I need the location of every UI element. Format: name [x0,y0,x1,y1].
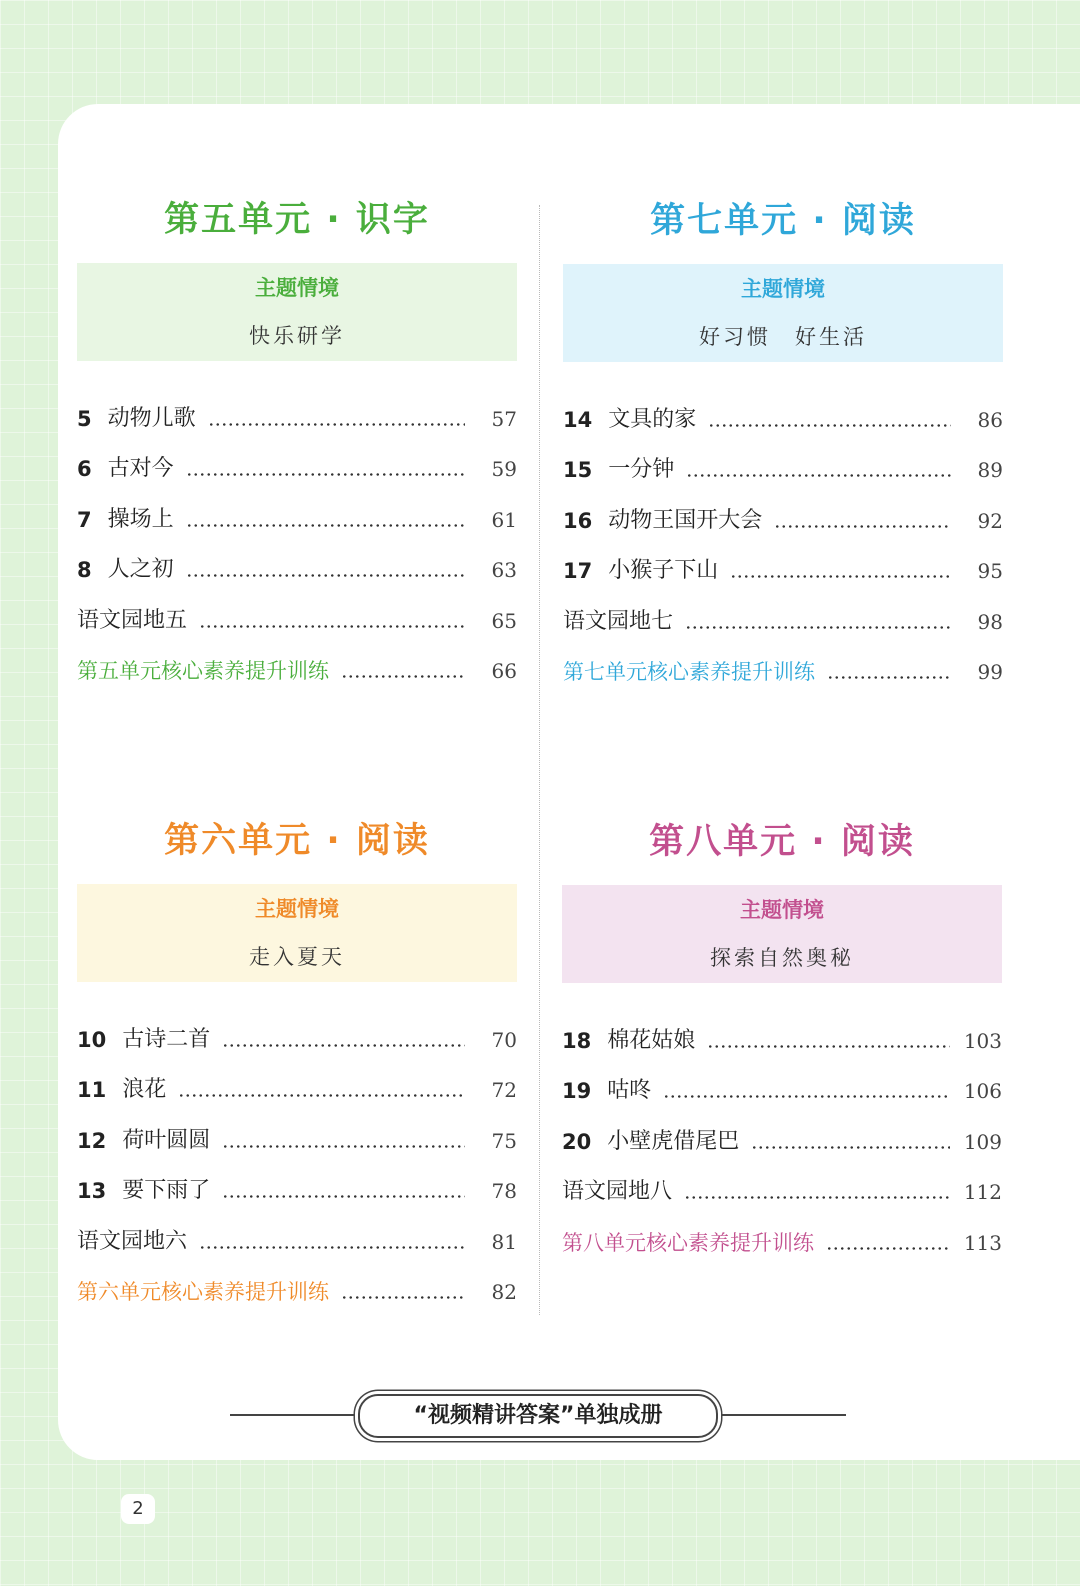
theme-name: 走入夏天 [249,945,345,969]
lesson-title: 浪花 [122,1077,167,1102]
page-ref: 72 [491,1078,517,1102]
unit-7-section [563,198,1003,687]
lesson-number: 5 [77,406,92,431]
toc-entry[interactable] [77,434,517,485]
lesson-title: 第八单元核心素养提升训练 [562,1230,814,1255]
dot-leader [222,1195,465,1198]
lesson-number: 8 [77,558,92,582]
column-divider [539,205,540,1315]
page-ref: 112 [963,1180,1002,1204]
lesson-title: 动物儿歌 [107,405,196,431]
page-ref: 98 [977,609,1003,634]
lesson-number: 7 [77,507,92,532]
dot-leader [186,473,465,476]
theme-label: 主题情境 [255,897,339,921]
answer-booklet-note: “视频精讲答案”单独成册 [358,1394,718,1438]
dot-leader [222,1145,465,1148]
theme-name: 探索自然奥秘 [710,946,854,970]
toc-entry[interactable] [77,1105,517,1156]
toc-entry[interactable] [563,637,1003,688]
dot-leader [684,1196,950,1199]
toc-list [77,383,517,686]
lesson-title: 文具的家 [608,406,697,432]
page-ref: 63 [491,558,517,582]
dot-leader [707,1045,950,1048]
lesson-number: 15 [563,458,593,482]
dot-leader [199,1246,465,1249]
toc-entry[interactable] [563,485,1003,536]
lesson-title: 动物王国开大会 [608,507,763,533]
page-ref: 86 [977,407,1003,432]
toc-list [562,1005,1002,1258]
dot-leader [730,575,951,578]
lesson-title: 小猴子下山 [608,558,719,583]
toc-entry[interactable] [77,1156,517,1207]
unit-title: 第七单元 · 阅读 [650,201,916,241]
page-ref: 59 [491,457,517,481]
theme-box [562,885,1002,983]
lesson-number: 19 [562,1079,592,1103]
dot-leader [708,424,951,427]
toc-entry[interactable] [563,435,1003,486]
theme-label: 主题情境 [255,276,339,300]
dot-leader [186,574,465,577]
dot-leader [199,625,465,628]
dot-leader [685,626,951,629]
lesson-title: 要下雨了 [122,1178,211,1203]
lesson-title: 操场上 [107,506,174,532]
toc-entry[interactable] [77,1004,517,1055]
lesson-title: 荷叶圆圆 [122,1127,211,1153]
unit-8-section [562,819,1002,1258]
page-ref: 113 [963,1230,1002,1255]
lesson-title: 棉花姑娘 [607,1027,696,1053]
footer-rule-right [708,1414,846,1416]
toc-entry[interactable] [562,1106,1002,1157]
page-ref: 70 [491,1027,517,1052]
lesson-number: 14 [563,407,593,432]
theme-box [77,884,517,982]
dot-leader [186,524,465,527]
lesson-number: 13 [77,1179,107,1203]
page-ref: 99 [977,660,1003,684]
toc-entry[interactable] [563,536,1003,587]
toc-entry[interactable] [563,586,1003,637]
page-ref: 82 [491,1280,517,1304]
lesson-number: 20 [562,1129,592,1154]
page-ref: 65 [491,608,517,633]
theme-name: 好习惯 好生活 [699,325,867,349]
page-ref: 81 [491,1229,517,1254]
lesson-number: 17 [563,559,593,583]
lesson-number: 11 [77,1078,107,1102]
toc-entry[interactable] [77,1257,517,1308]
footer-rule-left [230,1414,365,1416]
page-ref: 92 [977,508,1003,533]
lesson-title: 语文园地七 [563,608,674,634]
toc-entry[interactable] [77,383,517,434]
theme-name: 快乐研学 [249,324,345,348]
page-ref: 95 [977,559,1003,583]
lesson-number: 10 [77,1027,107,1052]
toc-entry[interactable] [562,1056,1002,1107]
lesson-title: 语文园地六 [77,1228,188,1254]
theme-box [77,263,517,361]
toc-entry[interactable] [77,535,517,586]
page-ref: 106 [963,1079,1002,1103]
dot-leader [774,525,951,528]
unit-6-section [77,818,517,1307]
toc-list [77,1004,517,1307]
page-ref: 78 [491,1179,517,1203]
lesson-title: 第七单元核心素养提升训练 [563,660,815,684]
unit-title: 第六单元 · 阅读 [164,821,430,861]
toc-entry[interactable] [77,484,517,535]
lesson-number: 18 [562,1028,592,1053]
toc-entry[interactable] [77,585,517,636]
lesson-title: 古对今 [107,456,174,481]
unit-5-section [77,197,517,686]
lesson-title: 语文园地五 [77,607,188,633]
lesson-title: 小壁虎借尾巴 [607,1128,740,1154]
theme-label: 主题情境 [741,277,825,301]
toc-entry[interactable] [562,1005,1002,1056]
dot-leader [686,474,951,477]
dot-leader [208,423,465,426]
dot-leader [341,1296,465,1299]
lesson-title: 古诗二首 [122,1026,211,1052]
toc-list [563,384,1003,687]
dot-leader [178,1094,465,1097]
page-ref: 66 [491,659,517,683]
lesson-title: 第六单元核心素养提升训练 [77,1280,329,1304]
lesson-title: 一分钟 [608,457,675,482]
unit-title: 第五单元 · 识字 [164,200,430,240]
toc-entry[interactable] [562,1157,1002,1208]
toc-entry[interactable] [563,384,1003,435]
theme-box [563,264,1003,362]
page-ref: 57 [491,406,517,431]
toc-entry[interactable] [77,636,517,687]
dot-leader [663,1095,950,1098]
lesson-title: 人之初 [107,557,174,582]
page-ref: 61 [491,507,517,532]
theme-label: 主题情境 [740,898,824,922]
page-ref: 89 [977,458,1003,482]
lesson-title: 语文园地八 [562,1179,673,1204]
unit-title: 第八单元 · 阅读 [649,822,915,862]
dot-leader [751,1146,950,1149]
toc-entry[interactable] [562,1207,1002,1258]
lesson-number: 12 [77,1128,107,1153]
lesson-title: 第五单元核心素养提升训练 [77,659,329,683]
toc-entry[interactable] [77,1055,517,1106]
page-ref: 103 [963,1028,1002,1053]
dot-leader [827,676,951,679]
dot-leader [341,675,465,678]
lesson-title: 咕咚 [607,1078,652,1103]
page-number: 2 [121,1494,155,1524]
dot-leader [222,1044,465,1047]
dot-leader [826,1247,950,1250]
lesson-number: 6 [77,457,92,481]
page-ref: 109 [963,1129,1002,1154]
page-ref: 75 [491,1128,517,1153]
toc-entry[interactable] [77,1206,517,1257]
lesson-number: 16 [563,508,593,533]
